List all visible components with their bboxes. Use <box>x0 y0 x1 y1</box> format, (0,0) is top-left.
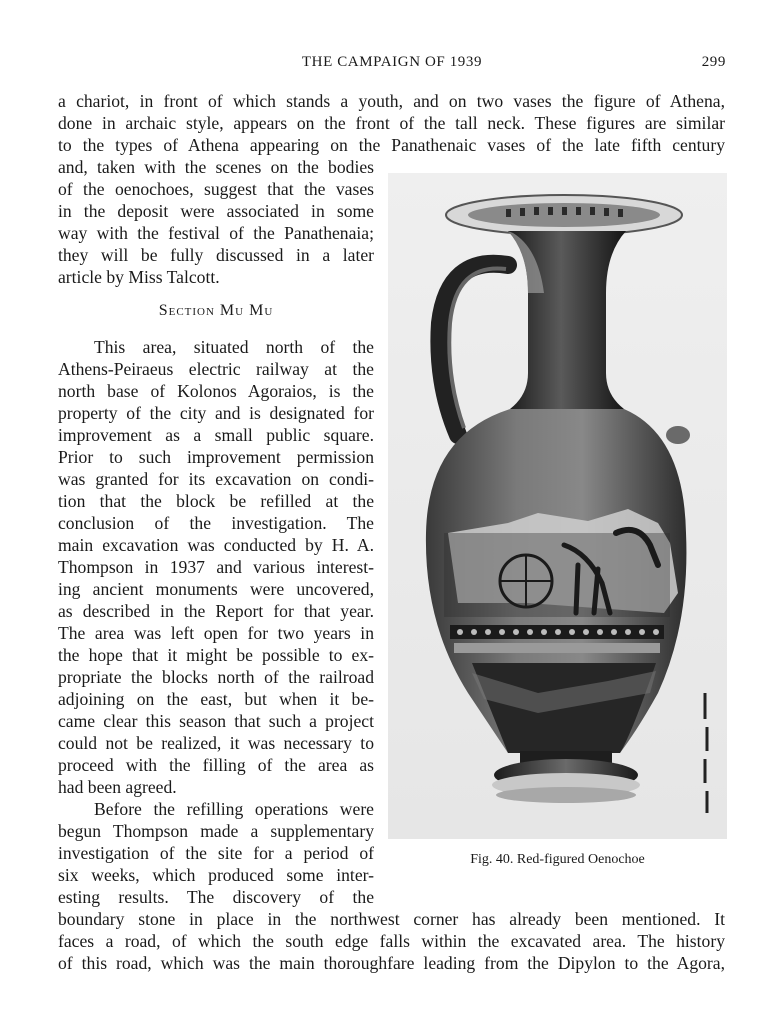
text-line: was granted for its excavation on condi- <box>58 469 374 489</box>
text-line: to the types of Athena appearing on the Panathenaic vases of the late fifth century <box>58 135 725 155</box>
text-line: done in archaic style, appears on the front of the tall neck. These figures are similar <box>58 113 725 133</box>
section-heading: Section Mu Mu <box>158 302 274 319</box>
text-line: adjoining on the east, but when it be- <box>58 689 374 709</box>
text-line: in the deposit were associated in some <box>58 201 374 221</box>
text-line: property of the city and is designated for <box>58 403 374 423</box>
text-line: as described in the Report for that year. <box>58 601 374 621</box>
figure-photo <box>388 173 727 839</box>
running-header <box>58 54 726 78</box>
page-number: 299 <box>701 54 726 70</box>
text-line: of the oenochoes, suggest that the vases <box>58 179 374 199</box>
text-line: improvement as a small public square. <box>58 425 374 445</box>
text-line: came clear this season that such a project <box>58 711 374 731</box>
text-line: Prior to such improvement permission <box>58 447 374 467</box>
text-line: of this road, which was the main thoroughfare leading from the Dipylon to the Agora, <box>58 953 725 973</box>
paragraph-first-line: This area, situated north of the <box>94 337 374 357</box>
text-line: they will be fully discussed in a later <box>58 245 374 265</box>
text-line: way with the festival of the Panathenaia; <box>58 223 374 243</box>
text-line: faces a road, of which the south edge falls within the excavated area. The history <box>58 931 725 951</box>
text-line: Athens-Peiraeus electric railway at the <box>58 359 374 379</box>
text-line: investigation of the site for a period of <box>58 843 374 863</box>
text-line: ing ancient monuments were uncovered, <box>58 579 374 599</box>
text-line: propriate the blocks north of the railroad <box>58 667 374 687</box>
figure-caption: Fig. 40. Red-figured Oenochoe <box>470 852 645 867</box>
text-line: The area was left open for two years in <box>58 623 374 643</box>
text-line: begun Thompson made a supplementary <box>58 821 374 841</box>
text-line: the hope that it might be possible to ex- <box>58 645 374 665</box>
text-line: tion that the block be refilled at the <box>58 491 374 511</box>
text-line: had been agreed. <box>58 777 177 797</box>
text-line: could not be realized, it was necessary to <box>58 733 374 753</box>
text-line: article by Miss Talcott. <box>58 267 220 287</box>
text-line: a chariot, in front of which stands a youth, and on two vases the figure of Athena, <box>58 91 725 111</box>
text-line: north base of Kolonos Agoraios, is the <box>58 381 374 401</box>
text-line: esting results. The discovery of the <box>58 887 374 907</box>
oenochoe-vase-icon <box>388 173 727 839</box>
text-line: boundary stone in place in the northwest corner has already been mentioned. It <box>58 909 725 929</box>
text-line: conclusion of the investigation. The <box>58 513 374 533</box>
text-line: six weeks, which produced some inter- <box>58 865 374 885</box>
text-line: proceed with the filling of the area as <box>58 755 374 775</box>
text-line: and, taken with the scenes on the bodies <box>58 157 374 177</box>
paragraph-first-line: Before the refilling operations were <box>94 799 374 819</box>
text-line: main excavation was conducted by H. A. <box>58 535 374 555</box>
running-title: THE CAMPAIGN OF 1939 <box>301 54 483 70</box>
text-line: Thompson in 1937 and various interest- <box>58 557 374 577</box>
